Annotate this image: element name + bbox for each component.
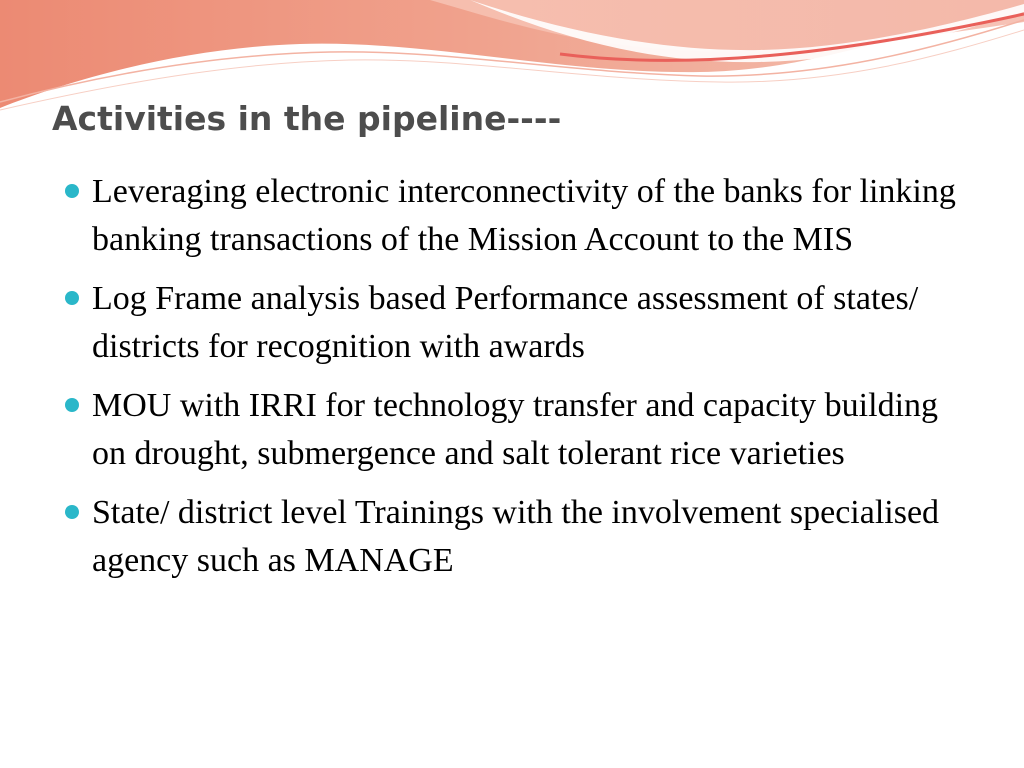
bullet-item xyxy=(62,489,972,585)
bullet-dot-icon xyxy=(65,505,79,519)
bullet-text: Leveraging electronic interconnectivity of the banks for linking banking transactions of the Mission Account to the MIS xyxy=(92,173,956,258)
bullet-text: State/ district level Trainings with the involvement specialised agency such as MANAGE xyxy=(92,494,940,579)
bullet-dot-icon xyxy=(65,291,79,305)
bullet-dot-icon xyxy=(65,184,79,198)
bullet-item xyxy=(62,168,972,264)
bullet-list xyxy=(62,168,972,596)
bullet-item xyxy=(62,382,972,478)
slide-title: Activities in the pipeline---- xyxy=(52,99,562,138)
bullet-text: Log Frame analysis based Performance assessment of states/ districts for recognition with awards xyxy=(92,280,919,365)
bullet-item xyxy=(62,275,972,371)
bullet-dot-icon xyxy=(65,398,79,412)
bullet-text: MOU with IRRI for technology transfer and capacity building on drought, submergence and salt tolerant rice varieties xyxy=(92,387,939,472)
